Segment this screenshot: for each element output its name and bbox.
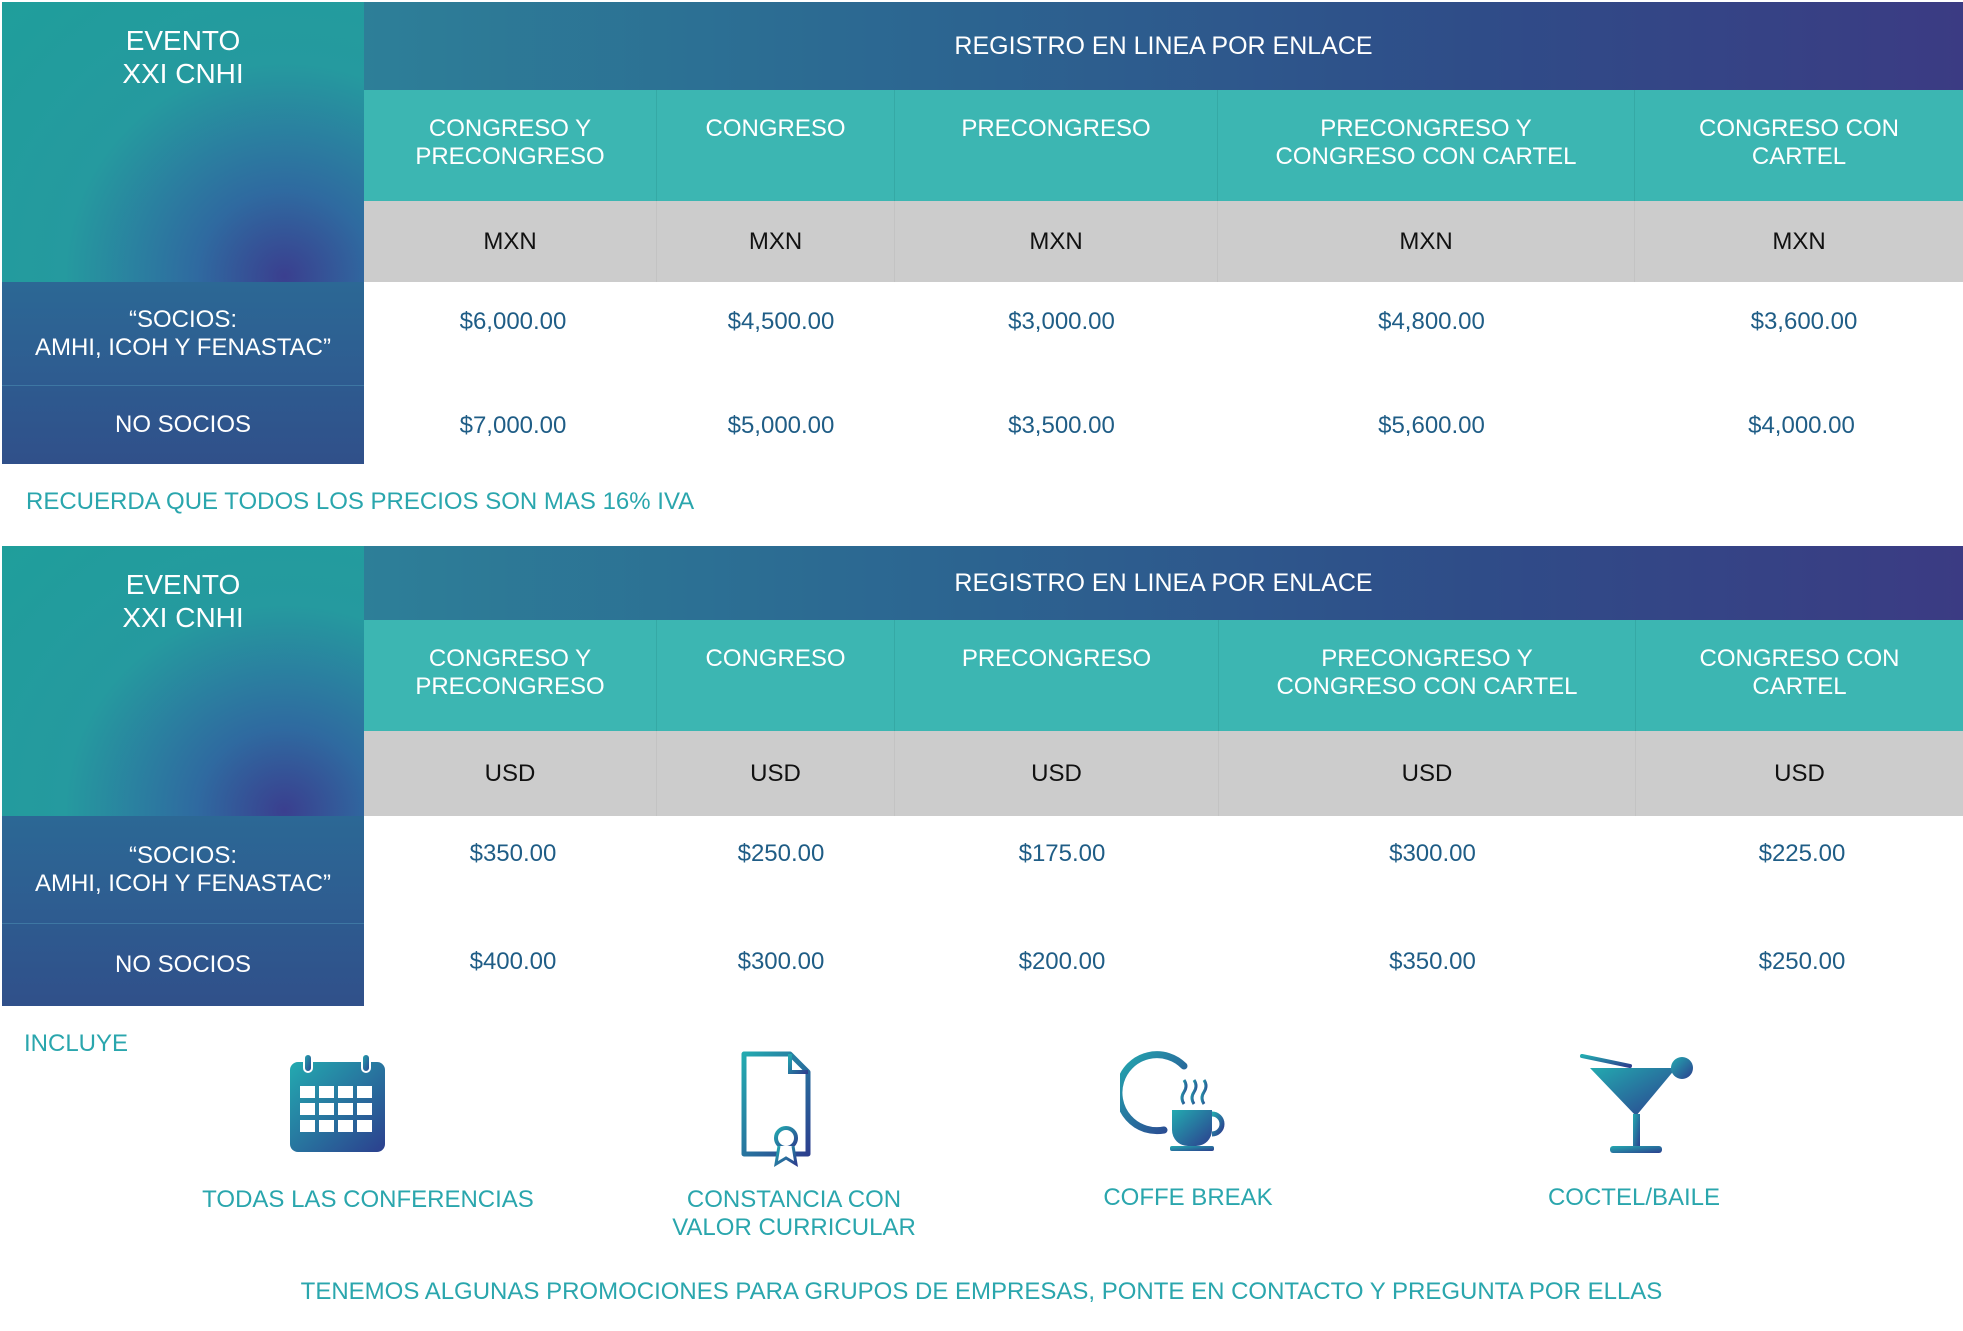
event-title [2,24,364,90]
price-cell: $175.00 [1018,840,1106,867]
feature-label-line: VALOR CURRICULAR [672,1214,916,1241]
price-cell: $350.00 [469,840,557,867]
category-congreso-cartel [1636,620,1963,731]
row-label-socios [2,816,364,924]
coffee-break-clock-icon [1120,1046,1232,1154]
event-title [2,568,364,634]
promotions-note: TENEMOS ALGUNAS PROMOCIONES PARA GRUPOS DE EMPRESAS, PONTE EN CONTACTO Y PREGUNTA POR ELLAS [300,1278,1663,1305]
price-cell: $5,000.00 [727,412,835,439]
row-label-no-socios [2,386,364,464]
currency-cell: USD [1774,759,1825,787]
price-cell: $250.00 [1758,948,1846,975]
price-cell: $6,000.00 [459,308,567,335]
currency-cell: USD [895,731,1219,816]
category-congreso-cartel [1635,90,1963,201]
price-table-mxn [2,2,1963,464]
category-precongreso-congreso-cartel [1219,620,1636,731]
price-cell: $4,000.00 [1748,412,1855,439]
category-precongreso [895,620,1219,731]
row-label-line: AMHI, ICOH Y FENASTAC” [34,333,332,361]
iva-note: RECUERDA QUE TODOS LOS PRECIOS SON MAS 16% IVA [26,488,695,515]
category-line: CONGRESO [705,115,846,142]
event-cell [2,546,364,816]
event-title-line: EVENTO [125,569,241,600]
row-label-line: “SOCIOS: [128,841,237,869]
currency-cell: USD [1219,731,1636,816]
calendar-icon [288,1052,388,1154]
category-congreso [657,620,895,731]
price-cell: $300.00 [737,948,825,975]
price-table-usd [2,546,1963,1006]
category-congreso [657,90,895,201]
category-line: CARTEL [1751,143,1847,170]
category-line: CONGRESO Y [428,645,592,672]
currency-cell: MXN [1772,227,1826,255]
includes-label: INCLUYE [24,1030,129,1057]
category-congreso-precongreso [364,90,657,201]
category-congreso-precongreso [364,620,657,731]
category-line: PRECONGRESO [961,645,1152,672]
category-line: CARTEL [1752,673,1847,700]
category-header-row [364,90,1963,201]
feature-label-line: COCTEL/BAILE [1547,1184,1721,1211]
category-header-row [364,620,1963,731]
price-cell: $3,000.00 [1008,308,1115,335]
registration-header [364,546,1963,620]
registration-header-text: REGISTRO EN LINEA POR ENLACE [954,31,1373,60]
category-line: PRECONGRESO Y [1321,645,1533,672]
category-precongreso [895,90,1218,201]
feature-label [168,1186,568,1214]
currency-cell: MXN [895,201,1218,282]
price-cell: $300.00 [1389,840,1476,867]
category-line: CONGRESO Y [428,115,592,142]
price-cell: $3,600.00 [1750,308,1858,335]
price-cell: $200.00 [1018,948,1106,975]
currency-row [364,731,1963,816]
feature-label [1434,1184,1834,1212]
price-cell: $400.00 [469,948,557,975]
price-cell: $4,500.00 [727,308,835,335]
currency-cell: MXN [1218,201,1635,282]
feature-label-line: COFFE BREAK [1103,1184,1273,1211]
row-label-socios [2,282,364,386]
certificate-document-icon [738,1050,814,1168]
category-line: CONGRESO CON CARTEL [1275,143,1577,170]
category-line: CONGRESO CON [1699,645,1900,672]
currency-cell: USD [364,731,657,816]
cocktail-glass-icon [1578,1050,1696,1158]
feature-label [594,1186,994,1242]
feature-label [988,1184,1388,1212]
registration-header [364,2,1963,90]
row-label-line: NO SOCIOS [114,951,252,978]
category-line: CONGRESO CON [1698,115,1899,142]
price-cell: $225.00 [1758,840,1846,867]
category-line: CONGRESO [705,645,846,672]
currency-cell: MXN [657,201,895,282]
category-line: CONGRESO CON CARTEL [1276,673,1578,700]
currency-cell: USD [657,731,895,816]
feature-label-line: CONSTANCIA CON [686,1186,902,1213]
price-cell: $4,800.00 [1378,308,1485,335]
price-cell: $3,500.00 [1008,412,1115,439]
row-label-no-socios [2,924,364,1006]
category-line: PRECONGRESO [415,673,605,700]
currency-cell: MXN [364,201,657,282]
row-label-line: NO SOCIOS [114,411,252,438]
category-line: PRECONGRESO Y [1320,115,1532,142]
price-cell: $250.00 [737,840,825,867]
category-precongreso-congreso-cartel [1218,90,1635,201]
price-cell: $7,000.00 [459,412,567,439]
row-label-line: AMHI, ICOH Y FENASTAC” [34,869,332,897]
registration-header-text: REGISTRO EN LINEA POR ENLACE [954,568,1373,597]
event-title-line: XXI CNHI [122,58,244,89]
event-title-line: EVENTO [125,25,241,56]
event-title-line: XXI CNHI [122,602,244,633]
row-label-line: “SOCIOS: [128,305,237,333]
price-cell: $350.00 [1389,948,1476,975]
category-line: PRECONGRESO [961,115,1151,142]
category-line: PRECONGRESO [415,143,605,170]
currency-row [364,201,1963,282]
price-cell: $5,600.00 [1378,412,1485,439]
feature-label-line: TODAS LAS CONFERENCIAS [202,1186,534,1213]
event-cell [2,2,364,282]
